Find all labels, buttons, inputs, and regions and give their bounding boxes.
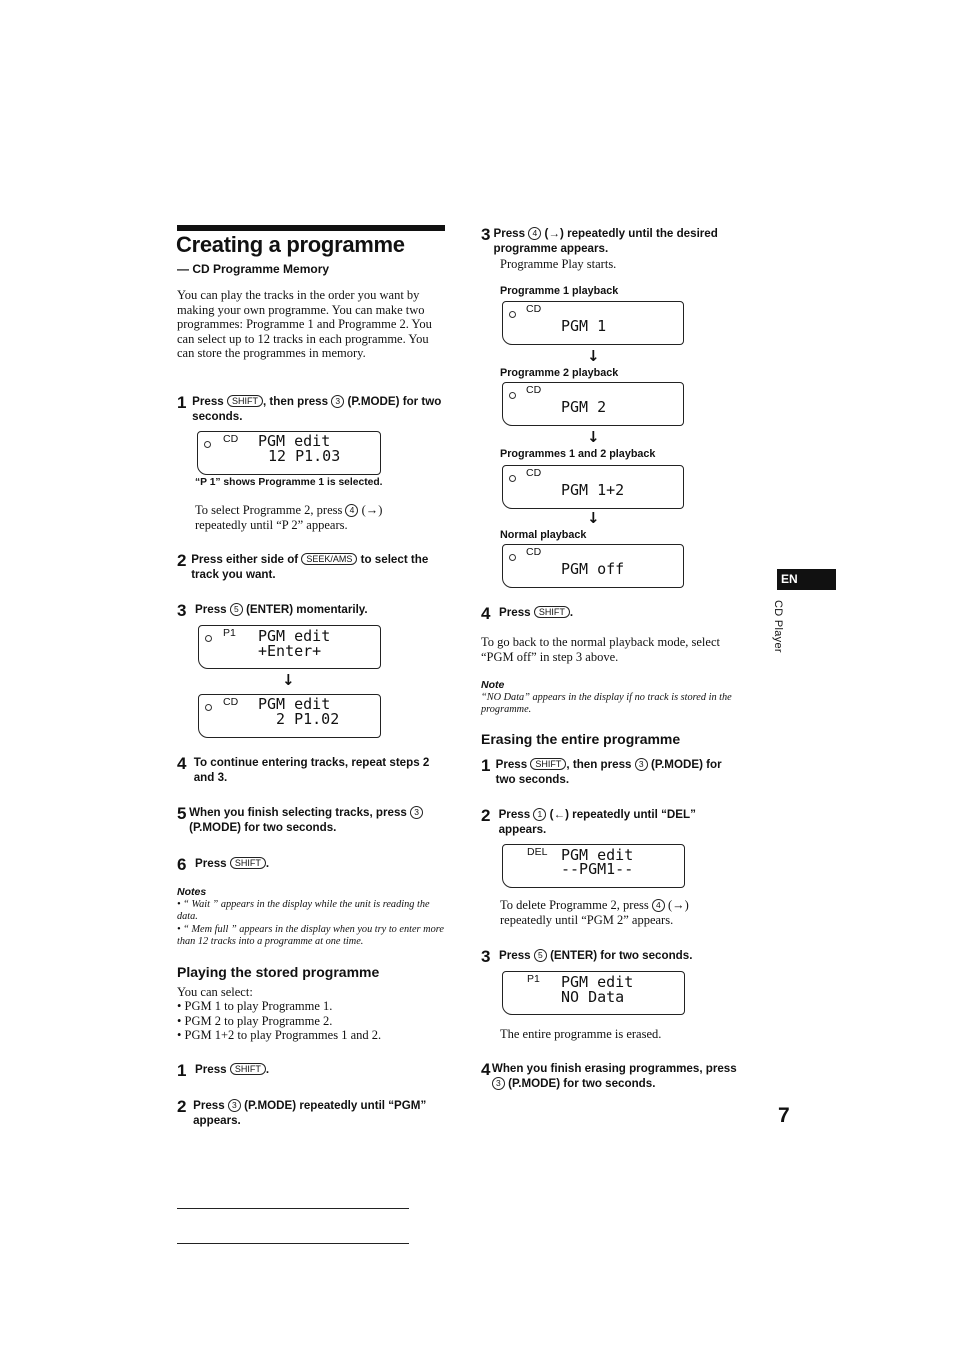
caption-normal: Normal playback — [500, 529, 587, 541]
step-text: Press 4 (→) repeatedly until the desired programme appears. — [493, 227, 718, 255]
step-number: 1 — [177, 393, 187, 412]
down-arrow-icon: ↓ — [282, 671, 295, 689]
shift-key-icon: SHIFT — [230, 857, 266, 869]
step-5 — [177, 805, 447, 835]
lcd-line-1: PGM edit — [258, 627, 331, 645]
play-step-1 — [177, 1062, 447, 1079]
step-text: Press 3 (P.MODE) repeatedly until “PGM” appears. — [193, 1099, 427, 1127]
step-3-select — [481, 226, 731, 256]
page-title: Creating a programme — [176, 232, 405, 257]
lcd-display-pgm-edit — [197, 431, 381, 475]
lcd-indicator: P1 — [527, 973, 540, 985]
step-4-shift — [481, 605, 731, 622]
lcd-line-2: 2 P1.02 — [267, 710, 340, 728]
programme-play-starts: Programme Play starts. — [500, 257, 617, 271]
disc-icon — [509, 392, 516, 399]
key-3-icon: 3 — [228, 1099, 241, 1112]
step-3 — [177, 602, 447, 619]
lcd-display-no-data — [502, 971, 685, 1015]
lcd-line-2: 12 P1.03 — [268, 447, 341, 465]
step-number: 2 — [177, 551, 187, 570]
step-number: 3 — [177, 601, 187, 620]
lcd-display-pgm-1 — [502, 301, 684, 345]
step-number: 6 — [177, 855, 187, 874]
step-1 — [177, 394, 447, 424]
key-3-icon: 3 — [492, 1077, 505, 1090]
playing-bullet-1: • PGM 1 to play Programme 1. — [177, 999, 333, 1013]
shift-key-icon: SHIFT — [227, 395, 263, 407]
down-arrow-icon: ↓ — [587, 428, 600, 446]
step-text: Press 1 (←) repeatedly until “DEL” appears. — [498, 808, 696, 836]
lcd-indicator: CD — [526, 303, 542, 315]
step-6 — [177, 856, 447, 873]
disc-icon — [509, 554, 516, 561]
lcd-line-1: PGM edit — [561, 846, 634, 864]
disc-icon — [509, 475, 516, 482]
key-4-icon: 4 — [528, 227, 541, 240]
shift-key-icon: SHIFT — [530, 758, 566, 770]
back-to-normal: To go back to the normal playback mode, select “PGM off” in step 3 above. — [481, 635, 720, 664]
playing-bullet-3: • PGM 1+2 to play Programmes 1 and 2. — [177, 1028, 382, 1042]
erase-step-1 — [481, 757, 741, 787]
note-1: • “ Wait ” appears in the display while the unit is reading the data. — [177, 899, 430, 923]
notes-heading: Notes — [177, 886, 207, 898]
key-3-icon: 3 — [331, 395, 344, 408]
down-arrow-icon: ↓ — [587, 509, 600, 527]
key-3-icon: 3 — [635, 758, 648, 771]
disc-icon — [509, 311, 516, 318]
caption-programme-1: Programme 1 playback — [500, 285, 619, 297]
key-4-icon: 4 — [345, 504, 358, 517]
step-number: 2 — [481, 806, 491, 825]
lcd-indicator: CD — [223, 433, 239, 445]
key-5-icon: 5 — [534, 949, 547, 962]
footer-rule-2 — [177, 1243, 409, 1244]
disc-icon — [205, 704, 212, 711]
lcd-line-2: --PGM1-- — [561, 860, 634, 878]
programme-erased: The entire programme is erased. — [500, 1027, 662, 1041]
step-number: 2 — [177, 1097, 187, 1116]
step-text: Press either side of SEEK/AMS to select the track you want. — [191, 553, 429, 581]
disc-icon — [204, 441, 211, 448]
step-text: Press SHIFT . — [195, 857, 270, 870]
key-4-icon: 4 — [652, 899, 665, 912]
step-text: When you finish selecting tracks, press 3 (P.MODE) for two seconds. — [189, 805, 447, 835]
lcd-caption: “P 1” shows Programme 1 is selected. — [195, 477, 383, 488]
step-number: 4 — [481, 1060, 491, 1079]
shift-key-icon: SHIFT — [534, 606, 570, 618]
key-1-icon: 1 — [533, 808, 546, 821]
disc-icon — [205, 635, 212, 642]
lcd-line-1: PGM 1 — [561, 317, 607, 335]
step-number: 1 — [177, 1061, 187, 1080]
key-3-icon: 3 — [410, 806, 423, 819]
note-no-data: “NO Data” appears in the display if no track is stored in the programme. — [481, 692, 732, 716]
lcd-line-1: PGM edit — [561, 973, 634, 991]
lcd-line-2: +Enter+ — [258, 642, 322, 660]
step-text: When you finish erasing programmes, press 3 (P.MODE) for two seconds. — [491, 1062, 737, 1090]
playing-bullet-2: • PGM 2 to play Programme 2. — [177, 1014, 333, 1028]
erase-step-3 — [481, 948, 741, 965]
step-text: Press SHIFT , then press 3 (P.MODE) for two seconds. — [495, 758, 722, 786]
step-2 — [177, 552, 447, 582]
step-text: Press SHIFT . — [499, 606, 574, 619]
playing-heading: Playing the stored programme — [177, 964, 380, 980]
lcd-line-1: PGM 2 — [561, 398, 607, 416]
step-number: 3 — [481, 225, 491, 244]
step-4 — [177, 755, 447, 785]
step-text: Press 5 (ENTER) for two seconds. — [499, 949, 693, 962]
title-bar — [177, 225, 445, 231]
note-heading: Note — [481, 679, 505, 691]
note-2: • “ Mem full ” appears in the display when you try to enter more than 12 tracks into a programme at one time. — [177, 924, 444, 948]
step-number: 4 — [177, 754, 187, 773]
erase-step-2-extra: To delete Programme 2, press 4 (→) repeatedly until “PGM 2” appears. — [500, 898, 689, 927]
lcd-line-1: PGM edit — [258, 695, 331, 713]
lcd-indicator: CD — [526, 467, 542, 479]
step-number: 1 — [481, 756, 491, 775]
lcd-indicator: CD — [526, 546, 542, 558]
erase-step-4 — [481, 1061, 741, 1091]
intro-paragraph: You can play the tracks in the order you want by making your own programme. You can make two programmes: Programme 1 and Programme 2. You can select up to 12 tracks in each programme. You can store the programmes in memory. — [177, 288, 432, 361]
lcd-display-pgm-edit-2 — [198, 694, 381, 738]
erasing-heading: Erasing the entire programme — [481, 731, 681, 747]
page-subtitle: — CD Programme Memory — [177, 262, 330, 276]
lcd-display-del — [502, 844, 685, 888]
lcd-indicator: CD — [223, 696, 239, 708]
caption-programme-2: Programme 2 playback — [500, 367, 619, 379]
lcd-line-2: NO Data — [561, 988, 625, 1006]
lcd-indicator: DEL — [527, 846, 548, 858]
lcd-display-pgm-off — [502, 544, 684, 588]
shift-key-icon: SHIFT — [230, 1063, 266, 1075]
step-number: 4 — [481, 604, 491, 623]
lcd-line-1: PGM off — [561, 560, 625, 578]
lcd-indicator: CD — [526, 384, 542, 396]
step-number: 3 — [481, 947, 491, 966]
step-text: Press 5 (ENTER) momentarily. — [195, 603, 368, 616]
play-step-2 — [177, 1098, 447, 1128]
language-tab: EN — [777, 569, 836, 590]
step-1-extra: To select Programme 2, press 4 (→) repeatedly until “P 2” appears. — [195, 503, 383, 532]
page-number: 7 — [778, 1104, 790, 1127]
lcd-display-pgm-1-2 — [502, 465, 684, 509]
lcd-indicator: P1 — [223, 627, 236, 639]
footer-rule-1 — [177, 1208, 409, 1209]
caption-programme-1-2: Programmes 1 and 2 playback — [500, 448, 656, 460]
section-label: CD Player — [772, 600, 784, 653]
lcd-display-pgm-2 — [502, 382, 684, 426]
key-5-icon: 5 — [230, 603, 243, 616]
seek-ams-key-icon: SEEK/AMS — [301, 553, 357, 565]
lcd-line-1: PGM edit — [258, 432, 331, 450]
down-arrow-icon: ↓ — [587, 347, 600, 365]
lcd-line-1: PGM 1+2 — [561, 481, 625, 499]
lcd-display-enter — [198, 625, 381, 669]
step-text: Press SHIFT , then press 3 (P.MODE) for two seconds. — [192, 395, 442, 423]
step-number: 5 — [177, 804, 187, 823]
step-text: Press SHIFT . — [195, 1063, 270, 1076]
step-text: To continue entering tracks, repeat steps 2 and 3. — [193, 756, 430, 784]
erase-step-2 — [481, 807, 741, 837]
playing-intro: You can select: — [177, 985, 253, 999]
